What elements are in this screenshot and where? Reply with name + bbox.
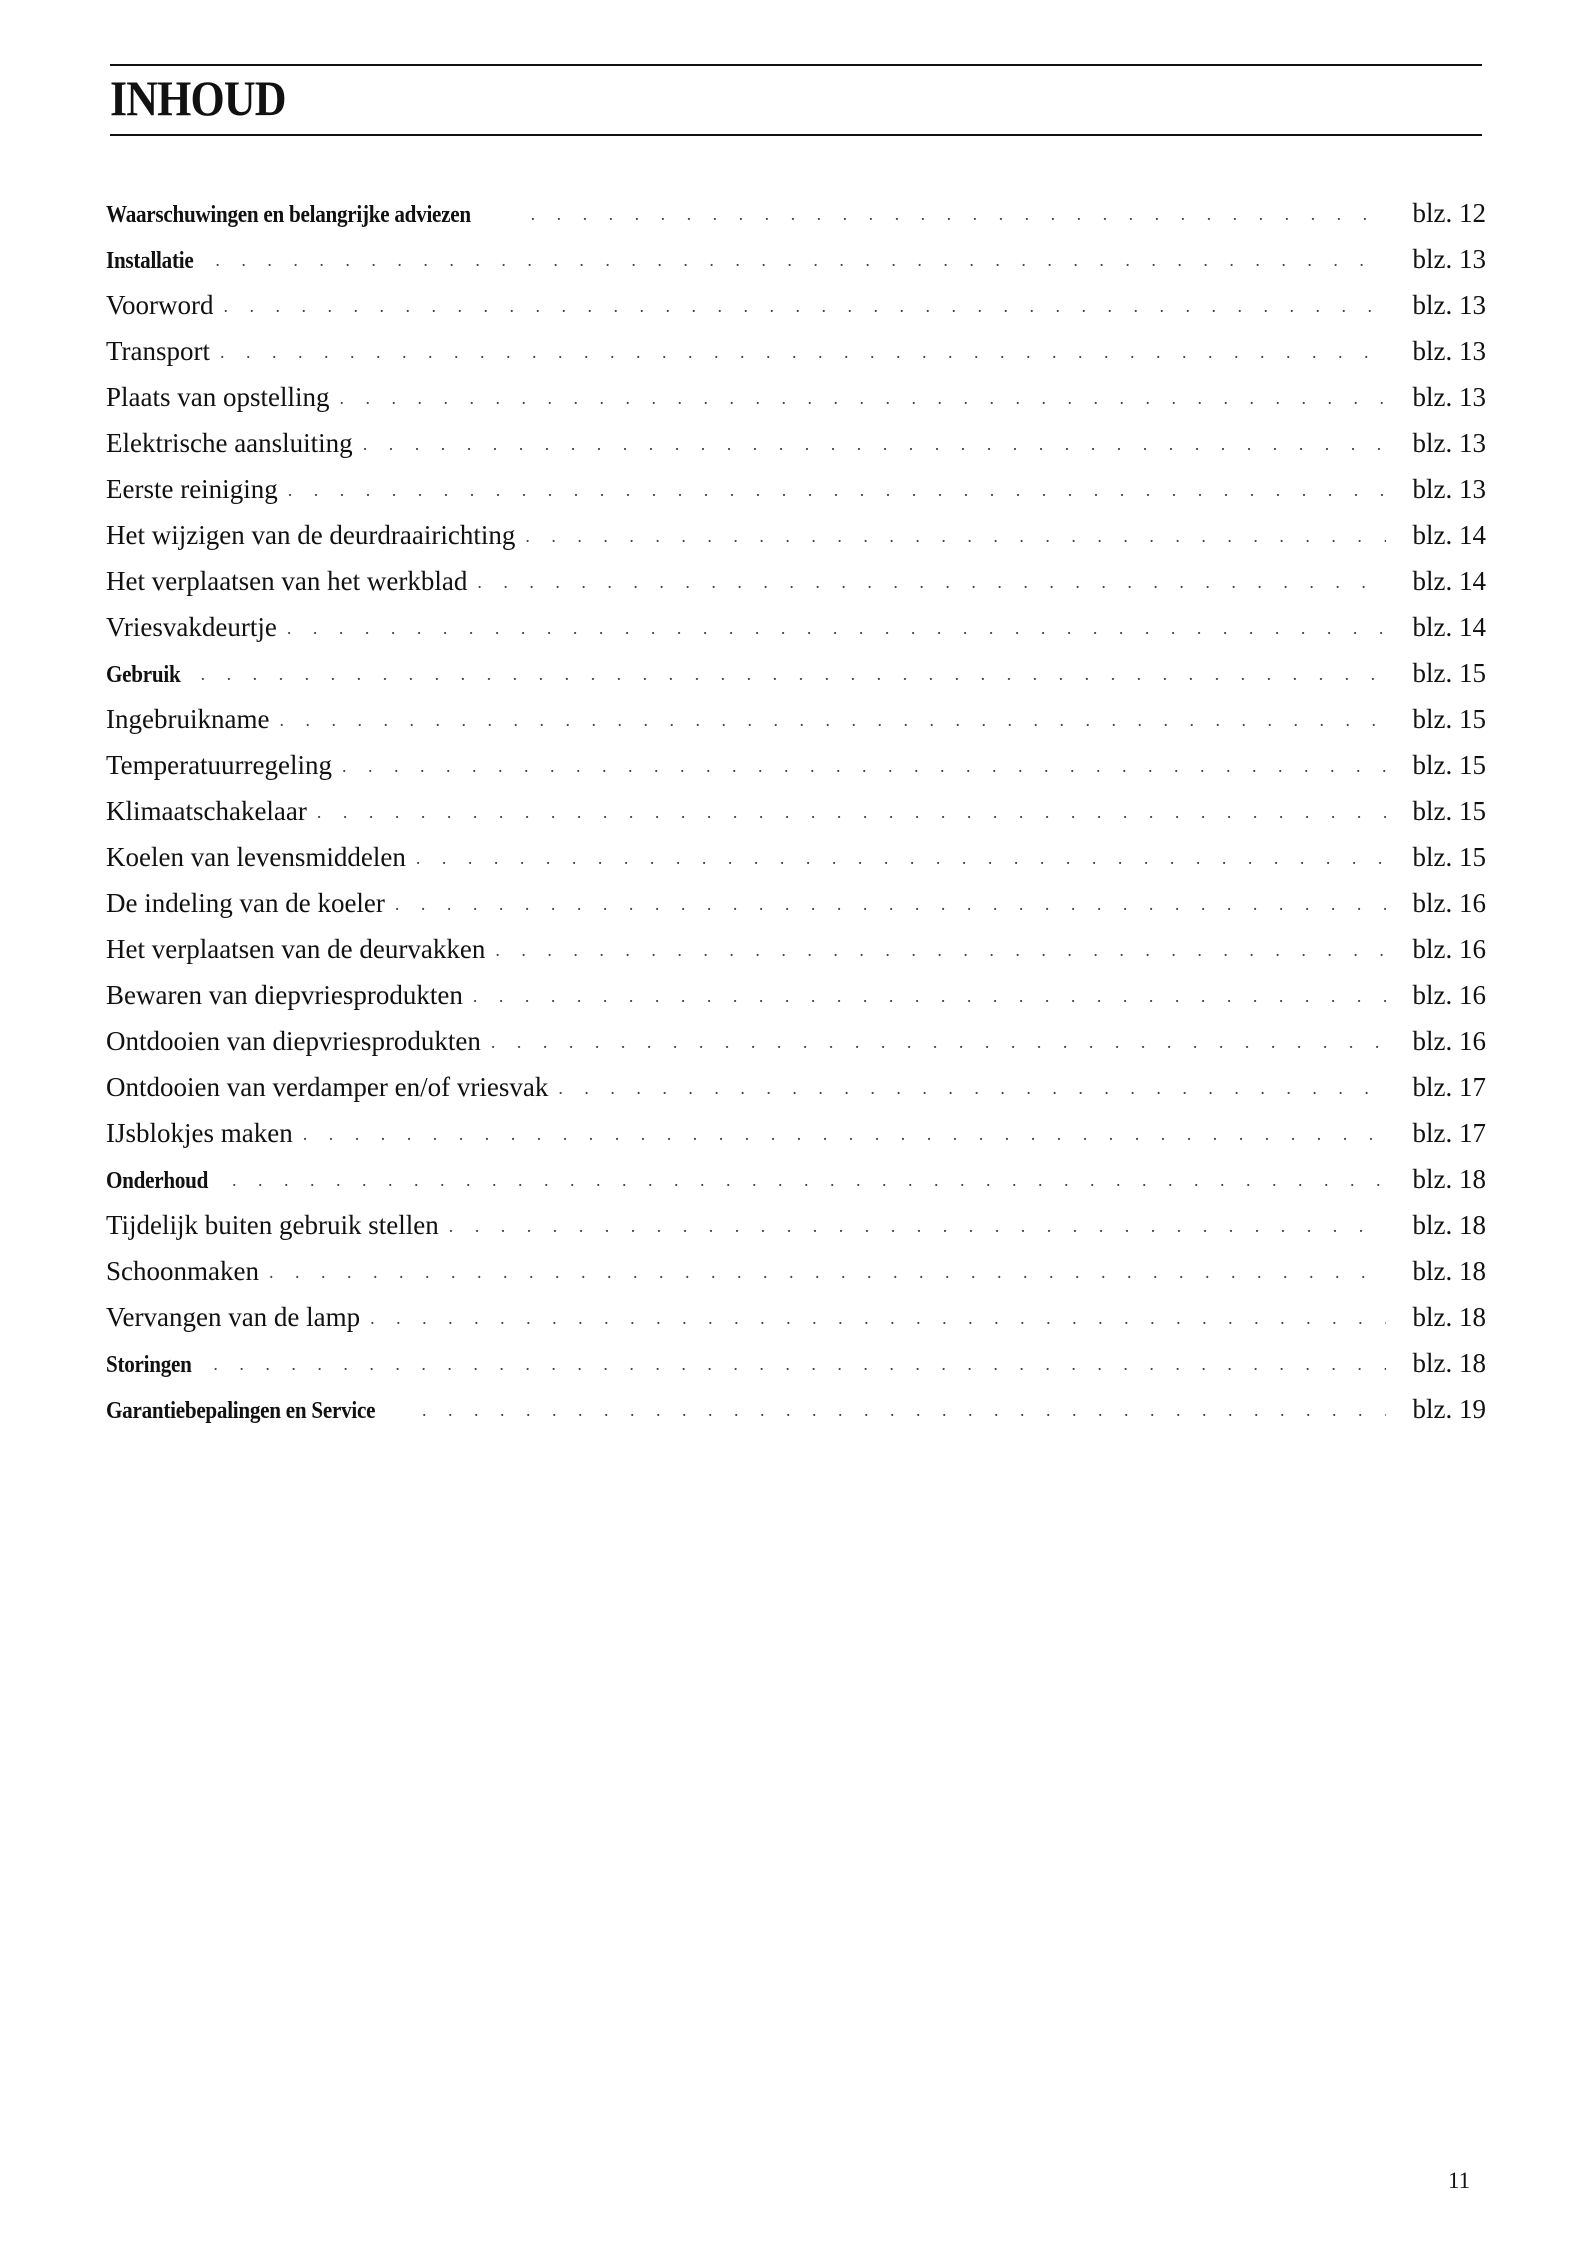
toc-entry-title: Garantiebepalingen en Service [106,1398,376,1424]
dot-leader [232,1157,1386,1203]
dot-leader [201,651,1386,697]
toc-entry [106,1294,1486,1340]
toc-entry-page: blz. 13 [1412,428,1486,458]
page-heading: INHOUD [110,70,286,126]
toc-entry-title: Tijdelijk buiten gebruik stellen [106,1210,439,1240]
toc-entry-title: Het verplaatsen van het werkblad [106,566,468,596]
dot-leader [477,559,1386,605]
toc-entry [106,926,1486,972]
toc-entry-page: blz. 13 [1412,474,1486,504]
toc-entry-title: Plaats van opstelling [106,382,330,412]
toc-entry-page: blz. 16 [1412,888,1486,918]
toc-entry-title: Klimaatschakelaar [106,796,307,826]
toc-section-entry [106,1156,1486,1202]
toc-entry [106,328,1486,374]
toc-entry-page: blz. 13 [1412,290,1486,320]
toc-entry [106,604,1486,650]
toc-entry-page: blz. 15 [1412,750,1486,780]
toc-entry-title: Ontdooien van verdamper en/of vriesvak [106,1072,549,1102]
toc-entry [106,696,1486,742]
dot-leader [303,1111,1386,1157]
toc-entry-title: Elektrische aansluiting [106,428,353,458]
dot-leader [220,329,1386,375]
toc-entry-title: Gebruik [106,662,181,688]
dot-leader [525,513,1386,559]
dot-leader [279,697,1386,743]
dot-leader [395,881,1386,927]
toc-entry-page: blz. 15 [1412,658,1486,688]
toc-entry-title: Transport [106,336,211,366]
dot-leader [558,1065,1386,1111]
dot-leader [287,605,1386,651]
toc-entry-page: blz. 13 [1412,244,1486,274]
dot-leader [363,421,1386,467]
dot-leader [213,1341,1386,1387]
dot-leader [339,375,1386,421]
dot-leader [495,927,1386,973]
toc-entry-title: Storingen [106,1352,192,1378]
toc-entry-page: blz. 16 [1412,980,1486,1010]
toc-entry-title: De indeling van de koeler [106,888,385,918]
toc-entry-title: Onderhoud [106,1168,209,1194]
heading-rule-bottom [110,134,1482,136]
toc-entry [106,1064,1486,1110]
toc-entry-title: Schoonmaken [106,1256,259,1286]
toc-entry-title: Ontdooien van diepvriesprodukten [106,1026,481,1056]
toc-entry-page: blz. 14 [1412,520,1486,550]
toc-entry-page: blz. 14 [1412,612,1486,642]
toc-entry-page: blz. 18 [1412,1256,1486,1286]
toc-entry-title: Eerste reiniging [106,474,278,504]
toc-entry-page: blz. 18 [1412,1164,1486,1194]
toc-entry-title: Het wijzigen van de deurdraairichting [106,520,516,550]
toc-entry [106,880,1486,926]
toc-entry-title: Temperatuurregeling [106,750,333,780]
dot-leader [269,1249,1386,1295]
toc-entry-page: blz. 15 [1412,842,1486,872]
toc-entry [106,1202,1486,1248]
toc-entry-page: blz. 15 [1412,704,1486,734]
toc-entry [106,282,1486,328]
toc-entry-page: blz. 18 [1412,1302,1486,1332]
dot-leader [422,1387,1386,1433]
toc-section-entry [106,190,1486,236]
toc-entry-title: Koelen van levensmiddelen [106,842,406,872]
toc-entry-page: blz. 16 [1412,934,1486,964]
toc-entry [106,466,1486,512]
toc-entry-page: blz. 17 [1412,1072,1486,1102]
dot-leader [491,1019,1386,1065]
toc-entry-title: Voorword [106,290,214,320]
toc-entry [106,420,1486,466]
toc-entry-title: Vriesvakdeurtje [106,612,277,642]
dot-leader [531,191,1386,237]
toc-entry [106,512,1486,558]
toc-entry-page: blz. 16 [1412,1026,1486,1056]
dot-leader [449,1203,1386,1249]
toc-entry-title: Installatie [106,248,194,274]
toc-entry-page: blz. 12 [1412,198,1486,228]
toc-section-entry [106,1386,1486,1432]
toc-entry [106,374,1486,420]
toc-entry [106,1018,1486,1064]
toc-entry-page: blz. 19 [1412,1394,1486,1424]
dot-leader [473,973,1386,1019]
toc-entry-page: blz. 15 [1412,796,1486,826]
dot-leader [342,743,1386,789]
table-of-contents [106,190,1486,1432]
toc-section-entry [106,650,1486,696]
toc-entry-page: blz. 13 [1412,336,1486,366]
toc-entry-title: Vervangen van de lamp [106,1302,361,1332]
dot-leader [288,467,1386,513]
toc-entry-page: blz. 18 [1412,1348,1486,1378]
dot-leader [224,283,1387,329]
toc-entry-title: Waarschuwingen en belangrijke adviezen [106,202,471,228]
toc-entry [106,1248,1486,1294]
toc-entry [106,742,1486,788]
toc-entry-page: blz. 18 [1412,1210,1486,1240]
toc-entry [106,1110,1486,1156]
toc-section-entry [106,1340,1486,1386]
toc-entry-page: blz. 13 [1412,382,1486,412]
page-number: 11 [1448,2168,1471,2193]
toc-entry [106,558,1486,604]
toc-entry-title: Het verplaatsen van de deurvakken [106,934,486,964]
heading-rule-top [110,64,1482,66]
dot-leader [317,789,1386,835]
toc-entry [106,788,1486,834]
dot-leader [370,1295,1386,1341]
toc-entry [106,972,1486,1018]
toc-section-entry [106,236,1486,282]
toc-entry [106,834,1486,880]
toc-entry-title: Bewaren van diepvriesprodukten [106,980,463,1010]
toc-entry-page: blz. 14 [1412,566,1486,596]
toc-entry-title: Ingebruikname [106,704,270,734]
toc-entry-title: IJsblokjes maken [106,1118,293,1148]
dot-leader [215,237,1386,283]
dot-leader [416,835,1386,881]
toc-entry-page: blz. 17 [1412,1118,1486,1148]
